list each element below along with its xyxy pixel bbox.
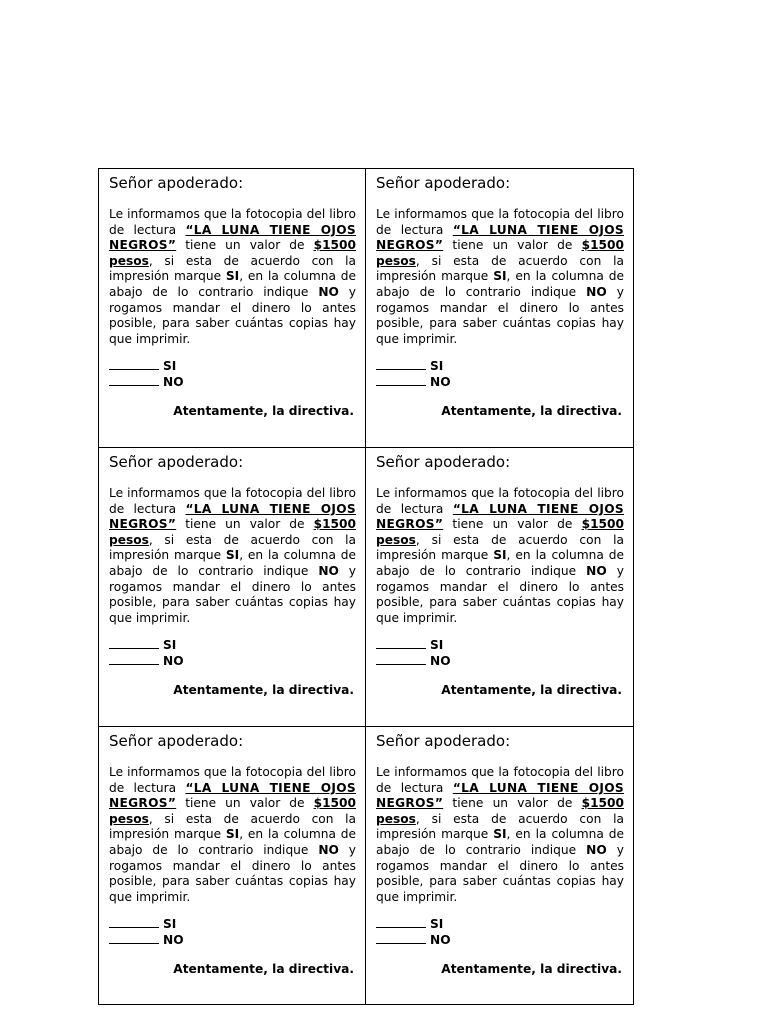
- notes-grid: [98, 168, 634, 1005]
- note-title: Señor apoderado:: [109, 732, 244, 750]
- book-title: “LA LUNA TIENE OJOS NEGROS”: [376, 780, 624, 811]
- note-body: Le informamos que la fotocopia del libro de lectura “LA LUNA TIENE OJOS NEGROS” tiene un valor de $1500 pesos, si esta de acuerdo con la impresión marque SI, en la columna de abajo de lo contrario indique NO y rogamos mandar el dinero lo antes posible, para saber cuántas copias hay que imprimir.: [376, 765, 625, 904]
- option-si[interactable]: SI: [376, 916, 624, 932]
- answer-blank[interactable]: [376, 932, 426, 944]
- option-si[interactable]: SI: [109, 637, 356, 653]
- options: [376, 916, 624, 948]
- options: [376, 637, 624, 669]
- book-title: “LA LUNA TIENE OJOS NEGROS”: [109, 222, 356, 253]
- price: $1500 pesos: [109, 796, 356, 826]
- answer-blank[interactable]: [376, 358, 426, 370]
- book-title: “LA LUNA TIENE OJOS NEGROS”: [376, 222, 624, 253]
- note-card: [99, 727, 366, 1004]
- option-si[interactable]: SI: [376, 637, 624, 653]
- options: [376, 358, 624, 390]
- note-card: [99, 448, 366, 727]
- signature: Atentamente, la directiva.: [441, 962, 622, 977]
- price: $1500 pesos: [376, 238, 624, 268]
- signature: Atentamente, la directiva.: [173, 404, 354, 419]
- book-title: “LA LUNA TIENE OJOS NEGROS”: [376, 501, 624, 532]
- options: [109, 637, 356, 669]
- note-body: Le informamos que la fotocopia del libro de lectura “LA LUNA TIENE OJOS NEGROS” tiene un valor de $1500 pesos, si esta de acuerdo con la impresión marque SI, en la columna de abajo de lo contrario indique NO y rogamos mandar el dinero lo antes posible, para saber cuántas copias hay que imprimir.: [376, 207, 625, 346]
- note-title: Señor apoderado:: [109, 453, 244, 471]
- note-body: Le informamos que la fotocopia del libro de lectura “LA LUNA TIENE OJOS NEGROS” tiene un valor de $1500 pesos, si esta de acuerdo con la impresión marque SI, en la columna de abajo de lo contrario indique NO y rogamos mandar el dinero lo antes posible, para saber cuántas copias hay que imprimir.: [109, 486, 356, 625]
- note-card: [366, 727, 633, 1004]
- note-body: Le informamos que la fotocopia del libro de lectura “LA LUNA TIENE OJOS NEGROS” tiene un valor de $1500 pesos, si esta de acuerdo con la impresión marque SI, en la columna de abajo de lo contrario indique NO y rogamos mandar el dinero lo antes posible, para saber cuántas copias hay que imprimir.: [109, 765, 356, 904]
- signature: Atentamente, la directiva.: [441, 683, 622, 698]
- note-body: Le informamos que la fotocopia del libro de lectura “LA LUNA TIENE OJOS NEGROS” tiene un valor de $1500 pesos, si esta de acuerdo con la impresión marque SI, en la columna de abajo de lo contrario indique NO y rogamos mandar el dinero lo antes posible, para saber cuántas copias hay que imprimir.: [109, 207, 356, 346]
- answer-blank[interactable]: [376, 653, 426, 665]
- book-title: “LA LUNA TIENE OJOS NEGROS”: [109, 501, 356, 532]
- answer-blank[interactable]: [109, 637, 159, 649]
- price: $1500 pesos: [109, 238, 356, 268]
- options: [109, 916, 356, 948]
- option-no[interactable]: NO: [109, 653, 356, 669]
- note-card: [99, 169, 366, 448]
- option-no[interactable]: NO: [376, 653, 624, 669]
- signature: Atentamente, la directiva.: [173, 962, 354, 977]
- signature: Atentamente, la directiva.: [441, 404, 622, 419]
- option-no[interactable]: NO: [109, 932, 356, 948]
- price: $1500 pesos: [109, 517, 356, 547]
- note-card: [366, 169, 633, 448]
- options: [109, 358, 356, 390]
- note-title: Señor apoderado:: [376, 732, 511, 750]
- option-no[interactable]: NO: [376, 932, 624, 948]
- price: $1500 pesos: [376, 517, 624, 547]
- answer-blank[interactable]: [376, 916, 426, 928]
- answer-blank[interactable]: [109, 358, 159, 370]
- note-card: [366, 448, 633, 727]
- option-si[interactable]: SI: [376, 358, 624, 374]
- note-body: Le informamos que la fotocopia del libro de lectura “LA LUNA TIENE OJOS NEGROS” tiene un valor de $1500 pesos, si esta de acuerdo con la impresión marque SI, en la columna de abajo de lo contrario indique NO y rogamos mandar el dinero lo antes posible, para saber cuántas copias hay que imprimir.: [376, 486, 625, 625]
- price: $1500 pesos: [376, 796, 624, 826]
- option-no[interactable]: NO: [376, 374, 624, 390]
- answer-blank[interactable]: [109, 374, 159, 386]
- note-title: Señor apoderado:: [376, 453, 511, 471]
- answer-blank[interactable]: [109, 932, 159, 944]
- option-si[interactable]: SI: [109, 358, 356, 374]
- note-title: Señor apoderado:: [109, 174, 244, 192]
- answer-blank[interactable]: [376, 374, 426, 386]
- option-no[interactable]: NO: [109, 374, 356, 390]
- answer-blank[interactable]: [376, 637, 426, 649]
- book-title: “LA LUNA TIENE OJOS NEGROS”: [109, 780, 356, 811]
- option-si[interactable]: SI: [109, 916, 356, 932]
- answer-blank[interactable]: [109, 653, 159, 665]
- signature: Atentamente, la directiva.: [173, 683, 354, 698]
- note-title: Señor apoderado:: [376, 174, 511, 192]
- answer-blank[interactable]: [109, 916, 159, 928]
